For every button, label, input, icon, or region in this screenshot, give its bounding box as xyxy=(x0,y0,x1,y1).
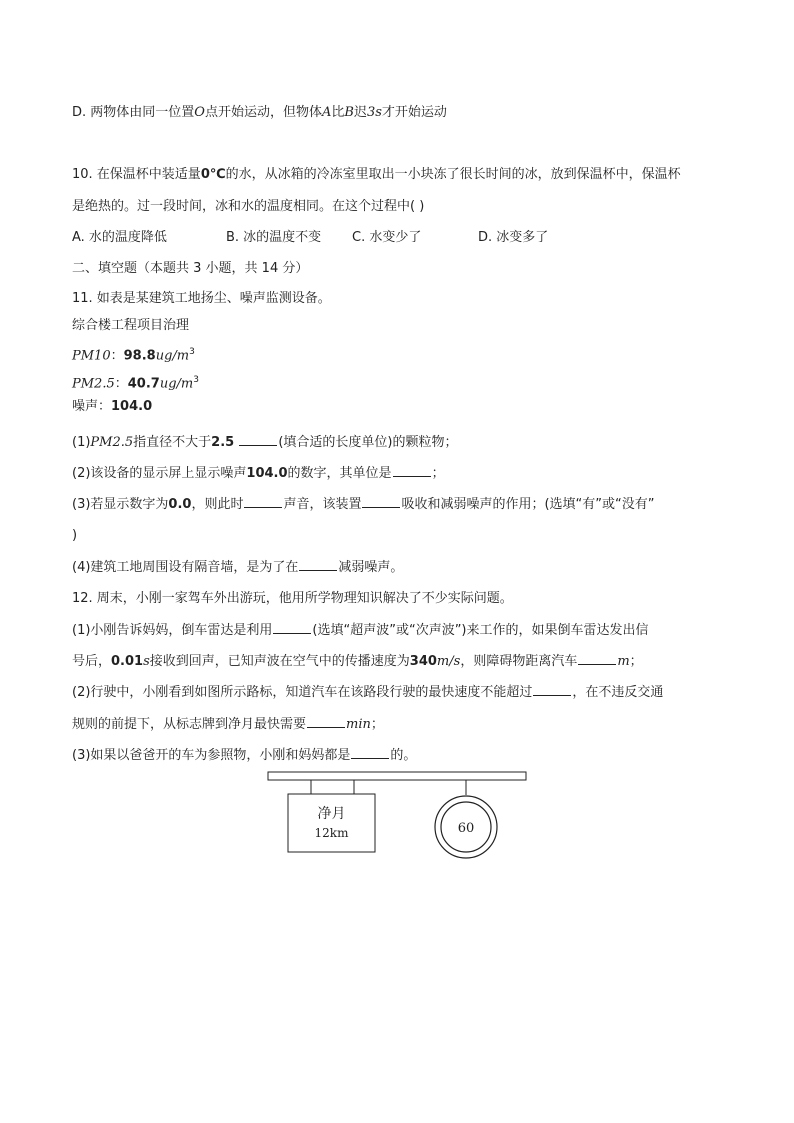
q12-sub2-line2: 规则的前提下，从标志牌到净月最快需要 min； xyxy=(72,717,384,732)
q11-display-noise: 噪声：104.0 xyxy=(72,399,153,414)
q11-sub4: (4)建筑工地周围设有隔音墙，是为了在 减弱噪声。 xyxy=(72,560,404,575)
answer-blank[interactable] xyxy=(273,621,311,634)
q11-intro: 11. 如表是某建筑工地扬尘、噪声监测设备。 xyxy=(72,291,331,306)
q10-option-b[interactable]: B. 冰的温度不变 xyxy=(226,230,322,245)
q12-sub1-line2: 号后，0.01s接收到回声，已知声波在空气中的传播速度为340m/s，则障碍物距离汽车 m； xyxy=(72,654,643,669)
q11-display-pm10: PM10：$98.8ug/m^3$ xyxy=(72,347,195,364)
q11-sub3-cont: ) xyxy=(72,528,78,543)
q12-sub2-line1: (2)行驶中，小刚看到如图所示路标，知道汽车在该路段行驶的最快速度不能超过 ，在不违反交通 xyxy=(72,685,664,700)
answer-blank[interactable] xyxy=(362,495,400,508)
q12-sub1-line1: (1)小刚告诉妈妈，倒车雷达是利用 (选填“超声波”或“次声波”)来工作的，如果倒车雷达发出信 xyxy=(72,623,649,638)
q10-option-a[interactable]: A. 水的温度降低 xyxy=(72,230,167,245)
q12-intro: 12. 周末，小刚一家驾车外出游玩，他用所学物理知识解决了不少实际问题。 xyxy=(72,591,513,606)
distance-sign xyxy=(288,794,375,852)
q9-option-d: D. 两物体由同一位置O点开始运动，但物体A比B迟3s才开始运动 xyxy=(72,105,447,120)
q10-stem-line2: 是绝热的。过一段时间，冰和水的温度相同。在这个过程中( ) xyxy=(72,199,425,214)
section-title: 二、填空题（本题共 3 小题，共 14 分） xyxy=(72,261,309,276)
answer-blank[interactable] xyxy=(239,433,277,446)
q11-sub1: (1)PM2.5指直径不大于2.5 (填合适的长度单位)的颗粒物； xyxy=(72,435,458,450)
answer-blank[interactable] xyxy=(578,652,616,665)
answer-blank[interactable] xyxy=(533,683,571,696)
q10-option-c[interactable]: C. 水变少了 xyxy=(352,230,422,245)
answer-blank[interactable] xyxy=(244,495,282,508)
q10-stem-line1: 10. 在保温杯中装适量0℃的水，从冰箱的冷冻室里取出一小块冻了很长时间的冰，放到保温杯中，保温杯 xyxy=(72,167,681,182)
sign-top-bar xyxy=(268,772,526,780)
q10-option-d[interactable]: D. 冰变多了 xyxy=(478,230,549,245)
q11-sub2: (2)该设备的显示屏上显示噪声104.0的数字，其单位是 ； xyxy=(72,466,445,481)
road-sign-figure xyxy=(266,770,530,860)
sign-distance-label: 12km xyxy=(314,826,349,840)
answer-blank[interactable] xyxy=(393,464,431,477)
answer-blank[interactable] xyxy=(351,746,389,759)
answer-blank[interactable] xyxy=(299,558,337,571)
q11-display-pm25: PM2.5：$40.7ug/m^3$ xyxy=(72,375,199,392)
q11-display-title: 综合楼工程项目治理 xyxy=(72,318,190,333)
sign-place-label: 净月 xyxy=(317,806,346,822)
answer-blank[interactable] xyxy=(307,715,345,728)
q11-sub3: (3)若显示数字为0.0，则此时 声音，该装置 吸收和减弱噪声的作用；(选填“有”或“没有” xyxy=(72,497,655,512)
q12-sub3: (3)如果以爸爸开的车为参照物，小刚和妈妈都是 的。 xyxy=(72,748,417,763)
speed-limit-value: 60 xyxy=(457,821,475,836)
